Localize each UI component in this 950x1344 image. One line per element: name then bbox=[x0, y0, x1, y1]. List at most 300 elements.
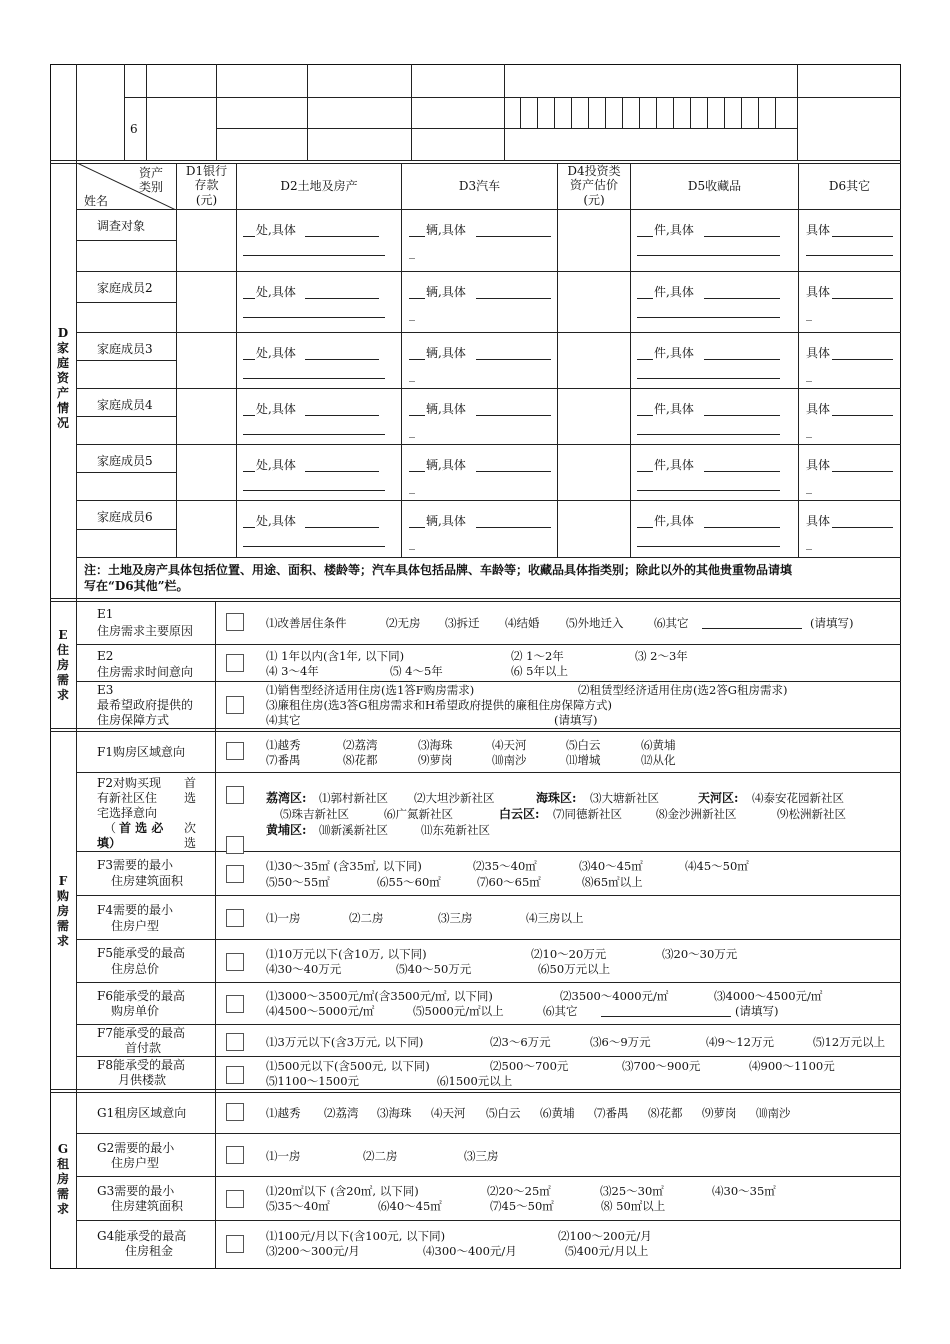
f8-q2: 月供楼款 bbox=[118, 1073, 167, 1087]
f2-q3: 宅选择意向 bbox=[97, 806, 158, 820]
collect-detail-blank[interactable] bbox=[704, 297, 780, 299]
f8-opt-4: ⑷900～1100元 bbox=[749, 1059, 835, 1073]
f2-liwan-1: ⑴郭村新社区 bbox=[319, 791, 388, 805]
f1-opt: ⑶海珠 bbox=[418, 738, 453, 752]
f1-opt: ⑸白云 bbox=[566, 738, 601, 752]
digit-v3 bbox=[554, 97, 555, 129]
f3-opt-1: ⑴30～35㎡ (含35㎡, 以下同) bbox=[266, 859, 422, 873]
f7-opt: ⑵3～6万元 bbox=[490, 1035, 551, 1049]
e2-question: 住房需求时间意向 bbox=[97, 665, 194, 679]
d-sub-6 bbox=[76, 529, 176, 530]
land-detail-blank[interactable] bbox=[305, 470, 379, 472]
e1-question: 住房需求主要原因 bbox=[97, 624, 194, 638]
g4-opt-4: ⑷300～400元/月 bbox=[423, 1244, 517, 1258]
e2-opt-4: ⑷ 3～4年 bbox=[266, 664, 319, 678]
car-detail-blank[interactable] bbox=[476, 297, 551, 299]
g2-q1: G2需要的最小 bbox=[97, 1141, 175, 1155]
digit-v1 bbox=[520, 97, 521, 129]
collect-detail-blank-2[interactable] bbox=[637, 433, 780, 435]
collect-label: 件,具体 bbox=[654, 285, 694, 299]
e1-code: E1 bbox=[97, 607, 114, 621]
f2-liwan-2: ⑵大坦沙新社区 bbox=[414, 791, 495, 805]
f-row-7 bbox=[76, 1056, 901, 1057]
f5-opt-4: ⑷30～40万元 bbox=[266, 962, 342, 976]
d-row-h4 bbox=[76, 444, 901, 445]
sep-e-top bbox=[50, 598, 901, 599]
digit-v5 bbox=[588, 97, 589, 129]
land-count-blank[interactable] bbox=[243, 297, 255, 299]
f6-opt-5: ⑸5000元/㎡以上 bbox=[413, 1004, 504, 1018]
f6-tail: (请填写) bbox=[735, 1004, 779, 1018]
d-col-4 bbox=[557, 163, 558, 557]
other-detail-blank[interactable] bbox=[832, 235, 893, 237]
land-detail-blank-2[interactable] bbox=[243, 545, 385, 547]
car-detail-blank[interactable] bbox=[476, 414, 551, 416]
land-detail-blank[interactable] bbox=[305, 358, 379, 360]
collect-detail-blank[interactable] bbox=[704, 470, 780, 472]
e2-opt-3: ⑶ 2～3年 bbox=[635, 649, 688, 663]
f4-answer-box[interactable] bbox=[226, 909, 244, 927]
f2-tianhe-3: ⑹广氮新社区 bbox=[384, 807, 453, 821]
g3-opt-7: ⑺45～50㎡ bbox=[490, 1199, 554, 1213]
car-label: 辆,具体 bbox=[426, 458, 466, 472]
f6-answer-box[interactable] bbox=[226, 995, 244, 1013]
g4-opt-1: ⑴100元/月以下(含100元, 以下同) bbox=[266, 1229, 446, 1243]
f7-answer-box[interactable] bbox=[226, 1033, 244, 1051]
car-dash: _ bbox=[409, 424, 415, 438]
e3-tail: (请填写) bbox=[554, 713, 598, 727]
digit-v4 bbox=[571, 97, 572, 129]
collect-count-blank[interactable] bbox=[637, 470, 653, 472]
f8-opt-2: ⑵500～700元 bbox=[490, 1059, 569, 1073]
g3-opt-2: ⑵20～25㎡ bbox=[487, 1184, 551, 1198]
section-e-label: E住房需求 bbox=[56, 628, 69, 702]
other-label: 具体 bbox=[806, 346, 831, 360]
top-v1 bbox=[124, 64, 125, 161]
car-count-blank[interactable] bbox=[409, 358, 425, 360]
e3-opt-4: ⑷其它 bbox=[266, 713, 301, 727]
land-count-blank[interactable] bbox=[243, 414, 255, 416]
g4-answer-box[interactable] bbox=[226, 1235, 244, 1253]
g2-opt-1: ⑴一房 bbox=[266, 1149, 301, 1163]
sep-g-top2 bbox=[50, 1092, 901, 1093]
f4-q1: F4需要的最小 bbox=[97, 903, 173, 917]
e-row-1 bbox=[76, 644, 901, 645]
g3-opt-8: ⑻ 50㎡以上 bbox=[601, 1199, 666, 1213]
sep-g-top bbox=[50, 1089, 901, 1090]
f-row-2 bbox=[76, 851, 901, 852]
f3-opt-2: ⑵35～40㎡ bbox=[473, 859, 537, 873]
f5-opt-5: ⑸40～50万元 bbox=[396, 962, 472, 976]
d-row-h1 bbox=[76, 271, 901, 272]
g4-opt-5: ⑸400元/月以上 bbox=[565, 1244, 649, 1258]
e2-answer-box[interactable] bbox=[226, 654, 244, 672]
collect-label: 件,具体 bbox=[654, 458, 694, 472]
g4-opt-2: ⑵100～200元/月 bbox=[558, 1229, 652, 1243]
header-d3: D3汽车 bbox=[458, 179, 501, 193]
car-label: 辆,具体 bbox=[426, 285, 466, 299]
collect-detail-blank[interactable] bbox=[704, 235, 780, 237]
collect-label: 件,具体 bbox=[654, 346, 694, 360]
car-label: 辆,具体 bbox=[426, 346, 466, 360]
collect-detail-blank-2[interactable] bbox=[637, 489, 780, 491]
car-dash: _ bbox=[409, 245, 415, 259]
land-detail-blank[interactable] bbox=[305, 235, 379, 237]
e2-opt-5: ⑸ 4～5年 bbox=[390, 664, 443, 678]
collect-detail-blank[interactable] bbox=[704, 414, 780, 416]
f2-baiyun-3: ⑼松洲新社区 bbox=[777, 807, 846, 821]
f1-opt: ⑾增城 bbox=[566, 753, 601, 767]
f3-opt-5: ⑸50～55㎡ bbox=[266, 875, 330, 889]
f2-q2: 有新社区住 bbox=[97, 791, 158, 805]
e3-question-1: 最希望政府提供的 bbox=[97, 698, 194, 712]
f4-q2: 住房户型 bbox=[111, 919, 160, 933]
f2-haizhu: 海珠区: bbox=[536, 791, 577, 805]
f2-q1b: 首 bbox=[184, 776, 197, 790]
f2-liwan: 荔湾区: bbox=[266, 791, 307, 805]
car-count-blank[interactable] bbox=[409, 414, 425, 416]
d-sub-2 bbox=[76, 302, 176, 303]
f8-opt-1: ⑴500元以下(含500元, 以下同) bbox=[266, 1059, 430, 1073]
g2-opt-2: ⑵二房 bbox=[363, 1149, 398, 1163]
f2-second-choice-box[interactable] bbox=[226, 836, 244, 854]
collect-count-blank[interactable] bbox=[637, 235, 653, 237]
f4-opt-3: ⑶三房 bbox=[438, 911, 473, 925]
land-label: 处,具体 bbox=[256, 514, 296, 528]
f5-q2: 住房总价 bbox=[111, 962, 160, 976]
top-h2 bbox=[216, 128, 504, 129]
land-detail-blank[interactable] bbox=[305, 297, 379, 299]
f2-q1: F2对购买现 bbox=[97, 776, 161, 790]
f1-opt: ⑺番禺 bbox=[266, 753, 301, 767]
car-detail-blank[interactable] bbox=[476, 235, 551, 237]
land-detail-blank[interactable] bbox=[305, 526, 379, 528]
e1-opt-6: ⑹其它 bbox=[654, 616, 689, 630]
top-v2 bbox=[146, 64, 147, 161]
land-detail-blank-2[interactable] bbox=[243, 254, 385, 256]
asset-row-name: 调查对象 bbox=[97, 219, 146, 233]
land-label: 处,具体 bbox=[256, 402, 296, 416]
collect-detail-blank-2[interactable] bbox=[637, 254, 780, 256]
car-dash: _ bbox=[409, 368, 415, 382]
f3-opt-7: ⑺60～65㎡ bbox=[477, 875, 541, 889]
d-col-2 bbox=[236, 163, 237, 557]
f2-huangpu-2: ⑾东苑新社区 bbox=[421, 823, 490, 837]
g3-opt-6: ⑹40～45㎡ bbox=[378, 1199, 442, 1213]
f6-opt-1: ⑴3000～3500元/㎡(含3500元/㎡, 以下同) bbox=[266, 989, 493, 1003]
f3-answer-box[interactable] bbox=[226, 865, 244, 883]
f1-opt: ⑴越秀 bbox=[266, 738, 301, 752]
f2-q2b: 选 bbox=[184, 791, 197, 805]
car-detail-blank[interactable] bbox=[476, 470, 551, 472]
section-g-label: G租房需求 bbox=[56, 1142, 69, 1216]
e2-opt-2: ⑵ 1～2年 bbox=[511, 649, 564, 663]
digit-v15 bbox=[758, 97, 759, 129]
g1-opt: ⑻花都 bbox=[648, 1106, 683, 1120]
top-v7 bbox=[797, 64, 798, 161]
header-d4-l3: (元) bbox=[583, 193, 605, 207]
asset-row-name: 家庭成员4 bbox=[97, 398, 153, 412]
other-detail-blank[interactable] bbox=[832, 470, 893, 472]
f6-opt-4: ⑷4500～5000元/㎡ bbox=[266, 1004, 375, 1018]
f2-huangpu-1: ⑽新溪新社区 bbox=[319, 823, 388, 837]
digit-v6 bbox=[605, 97, 606, 129]
g1-opt: ⑷天河 bbox=[431, 1106, 466, 1120]
e3-answer-box[interactable] bbox=[226, 696, 244, 714]
f3-opt-3: ⑶40～45㎡ bbox=[579, 859, 643, 873]
f1-opt: ⑷天河 bbox=[492, 738, 527, 752]
f3-opt-6: ⑹55～60㎡ bbox=[377, 875, 441, 889]
q-col-divider bbox=[215, 601, 216, 1269]
other-dash: _ bbox=[806, 368, 812, 382]
d-col-5 bbox=[630, 163, 631, 557]
collect-detail-blank-2[interactable] bbox=[637, 377, 780, 379]
f7-opt: ⑸12万元以上 bbox=[813, 1035, 886, 1049]
other-dash: _ bbox=[806, 536, 812, 550]
land-label: 处,具体 bbox=[256, 458, 296, 472]
d-row-h0 bbox=[76, 209, 901, 210]
car-count-blank[interactable] bbox=[409, 235, 425, 237]
f-row-1 bbox=[76, 772, 901, 773]
collect-label: 件,具体 bbox=[654, 223, 694, 237]
car-count-blank[interactable] bbox=[409, 470, 425, 472]
f2-tianhe-1: ⑷泰安花园新社区 bbox=[752, 791, 844, 805]
g1-answer-box[interactable] bbox=[226, 1103, 244, 1121]
g-row-2 bbox=[76, 1176, 901, 1177]
f3-opt-8: ⑻65㎡以上 bbox=[582, 875, 643, 889]
d-sub-1 bbox=[76, 240, 176, 241]
e2-code: E2 bbox=[97, 649, 114, 663]
label-col-divider bbox=[76, 64, 77, 1269]
other-detail-blank[interactable] bbox=[832, 414, 893, 416]
land-count-blank[interactable] bbox=[243, 526, 255, 528]
f2-baiyun: 白云区: bbox=[499, 807, 540, 821]
f5-opt-1: ⑴10万元以下(含10万, 以下同) bbox=[266, 947, 427, 961]
f7-opt: ⑷9～12万元 bbox=[706, 1035, 774, 1049]
frame-bottom bbox=[50, 1268, 901, 1269]
header-d2: D2土地及房产 bbox=[280, 179, 358, 193]
land-detail-blank-2[interactable] bbox=[243, 316, 385, 318]
digit-v13 bbox=[724, 97, 725, 129]
top-h1 bbox=[124, 97, 901, 98]
collect-count-blank[interactable] bbox=[637, 414, 653, 416]
g3-opt-1: ⑴20㎡以下 (含20㎡, 以下同) bbox=[266, 1184, 419, 1198]
e2-opt-1: ⑴ 1年以内(含1年, 以下同) bbox=[266, 649, 405, 663]
f4-opt-2: ⑵二房 bbox=[349, 911, 384, 925]
f8-answer-box[interactable] bbox=[226, 1066, 244, 1084]
f1-opt: ⑽南沙 bbox=[492, 753, 527, 767]
f2-q5a: 填） bbox=[97, 836, 122, 850]
collect-detail-blank-2[interactable] bbox=[637, 545, 780, 547]
g2-opt-3: ⑶三房 bbox=[464, 1149, 499, 1163]
e3-question-2: 住房保障方式 bbox=[97, 713, 170, 727]
other-detail-blank[interactable] bbox=[832, 358, 893, 360]
land-detail-blank-2[interactable] bbox=[243, 433, 385, 435]
g-row-3 bbox=[76, 1220, 901, 1221]
land-count-blank[interactable] bbox=[243, 235, 255, 237]
header-d5: D5收藏品 bbox=[687, 179, 742, 193]
g1-question: G1租房区域意向 bbox=[97, 1106, 187, 1120]
section-f-label: F购房需求 bbox=[56, 874, 69, 948]
g3-opt-3: ⑶25～30㎡ bbox=[600, 1184, 664, 1198]
land-count-blank[interactable] bbox=[243, 470, 255, 472]
g4-q2: 住房租金 bbox=[125, 1244, 174, 1258]
digit-v7 bbox=[622, 97, 623, 129]
other-label: 具体 bbox=[806, 402, 831, 416]
f8-opt-6: ⑹1500元以上 bbox=[437, 1074, 513, 1088]
f2-q4c: 次 bbox=[184, 821, 197, 835]
e1-opt-4: ⑷结婚 bbox=[505, 616, 540, 630]
asset-row-name: 家庭成员2 bbox=[97, 281, 153, 295]
sep-d-top bbox=[50, 160, 901, 161]
collect-detail-blank[interactable] bbox=[704, 526, 780, 528]
f1-answer-box[interactable] bbox=[226, 742, 244, 760]
car-count-blank[interactable] bbox=[409, 526, 425, 528]
f3-q2: 住房建筑面积 bbox=[111, 874, 184, 888]
g3-answer-box[interactable] bbox=[226, 1190, 244, 1208]
car-detail-blank[interactable] bbox=[476, 526, 551, 528]
other-detail-blank[interactable] bbox=[832, 297, 893, 299]
e3-opt-2: ⑵租赁型经济适用住房(选2答G租房需求) bbox=[578, 683, 788, 697]
f-row-6 bbox=[76, 1024, 901, 1025]
digit-v8 bbox=[639, 97, 640, 129]
f1-opt: ⑹黄埔 bbox=[641, 738, 676, 752]
d-row-h6 bbox=[76, 557, 901, 558]
f6-fill-line[interactable] bbox=[601, 1015, 731, 1017]
other-dash: _ bbox=[806, 307, 812, 321]
g1-opt: ⑹黄埔 bbox=[540, 1106, 575, 1120]
f2-baiyun-2: ⑻金沙洲新社区 bbox=[656, 807, 737, 821]
f2-haizhu-1: ⑶大塘新社区 bbox=[590, 791, 659, 805]
f1-opt: ⑵荔湾 bbox=[343, 738, 378, 752]
other-label: 具体 bbox=[806, 458, 831, 472]
car-label: 辆,具体 bbox=[426, 514, 466, 528]
sep-f-top2 bbox=[50, 731, 901, 732]
top-v4 bbox=[307, 64, 308, 161]
f5-opt-2: ⑵10～20万元 bbox=[531, 947, 607, 961]
g3-opt-5: ⑸35～40㎡ bbox=[266, 1199, 330, 1213]
corner-mid: 类别 bbox=[139, 180, 164, 194]
f-row-5 bbox=[76, 982, 901, 983]
f2-baiyun-1: ⑺同德新社区 bbox=[553, 807, 622, 821]
top-v5 bbox=[411, 64, 412, 161]
row-number: 6 bbox=[130, 122, 138, 136]
f2-q4b: 首 选 必 bbox=[119, 821, 164, 835]
other-detail-blank[interactable] bbox=[832, 526, 893, 528]
header-d1-l3: (元) bbox=[195, 193, 218, 207]
e2-opt-6: ⑹ 5年以上 bbox=[511, 664, 568, 678]
other-label: 具体 bbox=[806, 223, 831, 237]
land-detail-blank-2[interactable] bbox=[243, 489, 385, 491]
car-dash: _ bbox=[409, 536, 415, 550]
land-label: 处,具体 bbox=[256, 346, 296, 360]
frame-top bbox=[50, 64, 901, 65]
g1-opt: ⑶海珠 bbox=[377, 1106, 412, 1120]
collect-label: 件,具体 bbox=[654, 514, 694, 528]
d-row-h3 bbox=[76, 388, 901, 389]
f3-q1: F3需要的最小 bbox=[97, 858, 173, 872]
g3-q2: 住房建筑面积 bbox=[111, 1199, 184, 1213]
g2-q2: 住房户型 bbox=[111, 1156, 160, 1170]
g1-opt: ⑸白云 bbox=[486, 1106, 521, 1120]
digit-v9 bbox=[656, 97, 657, 129]
header-d1-l2: 存款 bbox=[194, 178, 219, 192]
top-v6 bbox=[504, 64, 505, 161]
e1-fill-line[interactable] bbox=[702, 627, 802, 629]
sep-f-top bbox=[50, 728, 901, 729]
g3-q1: G3需要的最小 bbox=[97, 1184, 175, 1198]
f6-q1: F6能承受的最高 bbox=[97, 989, 185, 1003]
header-d4-l1: D4投资类 bbox=[567, 164, 621, 178]
g2-answer-box[interactable] bbox=[226, 1146, 244, 1164]
top-v3 bbox=[216, 64, 217, 161]
land-count-blank[interactable] bbox=[243, 358, 255, 360]
f2-huangpu: 黄埔区: bbox=[266, 823, 307, 837]
f2-first-choice-box[interactable] bbox=[226, 786, 244, 804]
collect-count-blank[interactable] bbox=[637, 358, 653, 360]
collect-count-blank[interactable] bbox=[637, 297, 653, 299]
g1-opt: ⑽南沙 bbox=[756, 1106, 791, 1120]
digit-v11 bbox=[690, 97, 691, 129]
e3-opt-1: ⑴销售型经济适用住房(选1答F购房需求) bbox=[266, 683, 475, 697]
e1-tail: (请填写) bbox=[810, 616, 854, 630]
f2-q5b: 选 bbox=[184, 836, 197, 850]
car-dash: _ bbox=[409, 307, 415, 321]
f6-opt-3: ⑶4000～4500元/㎡ bbox=[714, 989, 823, 1003]
car-count-blank[interactable] bbox=[409, 297, 425, 299]
car-detail-blank[interactable] bbox=[476, 358, 551, 360]
e1-opt-1: ⑴改善居住条件 bbox=[266, 616, 347, 630]
f6-q2: 购房单价 bbox=[111, 1004, 160, 1018]
e3-code: E3 bbox=[97, 683, 114, 697]
sep-e-top2 bbox=[50, 601, 901, 602]
digit-v10 bbox=[673, 97, 674, 129]
collect-count-blank[interactable] bbox=[637, 526, 653, 528]
f8-opt-3: ⑶700～900元 bbox=[622, 1059, 701, 1073]
f5-answer-box[interactable] bbox=[226, 953, 244, 971]
collect-detail-blank-2[interactable] bbox=[637, 316, 780, 318]
digit-h bbox=[504, 128, 797, 129]
d-sub-4 bbox=[76, 416, 176, 417]
d-sub-3 bbox=[76, 360, 176, 361]
header-d6: D6其它 bbox=[828, 179, 871, 193]
e1-opt-2: ⑵无房 bbox=[386, 616, 421, 630]
f7-opt: ⑴3万元以下(含3万元, 以下同) bbox=[266, 1035, 424, 1049]
f6-opt-6: ⑹其它 bbox=[543, 1004, 578, 1018]
f4-opt-1: ⑴一房 bbox=[266, 911, 301, 925]
g1-opt: ⑴越秀 bbox=[266, 1106, 301, 1120]
e1-opt-3: ⑶拆迁 bbox=[445, 616, 480, 630]
f7-q1: F7能承受的最高 bbox=[97, 1026, 185, 1040]
other-detail-blank-2[interactable] bbox=[806, 254, 893, 256]
g3-opt-4: ⑷30～35㎡ bbox=[712, 1184, 776, 1198]
e-row-2 bbox=[76, 681, 901, 682]
d-col-6 bbox=[798, 163, 799, 557]
note-line-2: 写在“D6其他”栏。 bbox=[84, 579, 189, 593]
f2-tianhe-2: ⑸珠吉新社区 bbox=[280, 807, 349, 821]
e1-answer-box[interactable] bbox=[226, 613, 244, 631]
header-d4-l2: 资产估价 bbox=[569, 178, 618, 192]
f1-opt: ⑿从化 bbox=[641, 753, 676, 767]
f1-opt: ⑼萝岗 bbox=[418, 753, 453, 767]
land-detail-blank-2[interactable] bbox=[243, 377, 385, 379]
collect-detail-blank[interactable] bbox=[704, 358, 780, 360]
g4-q1: G4能承受的最高 bbox=[97, 1229, 187, 1243]
land-detail-blank[interactable] bbox=[305, 414, 379, 416]
f1-opt: ⑻花都 bbox=[343, 753, 378, 767]
f5-q1: F5能承受的最高 bbox=[97, 946, 185, 960]
g4-opt-3: ⑶200～300元/月 bbox=[266, 1244, 360, 1258]
